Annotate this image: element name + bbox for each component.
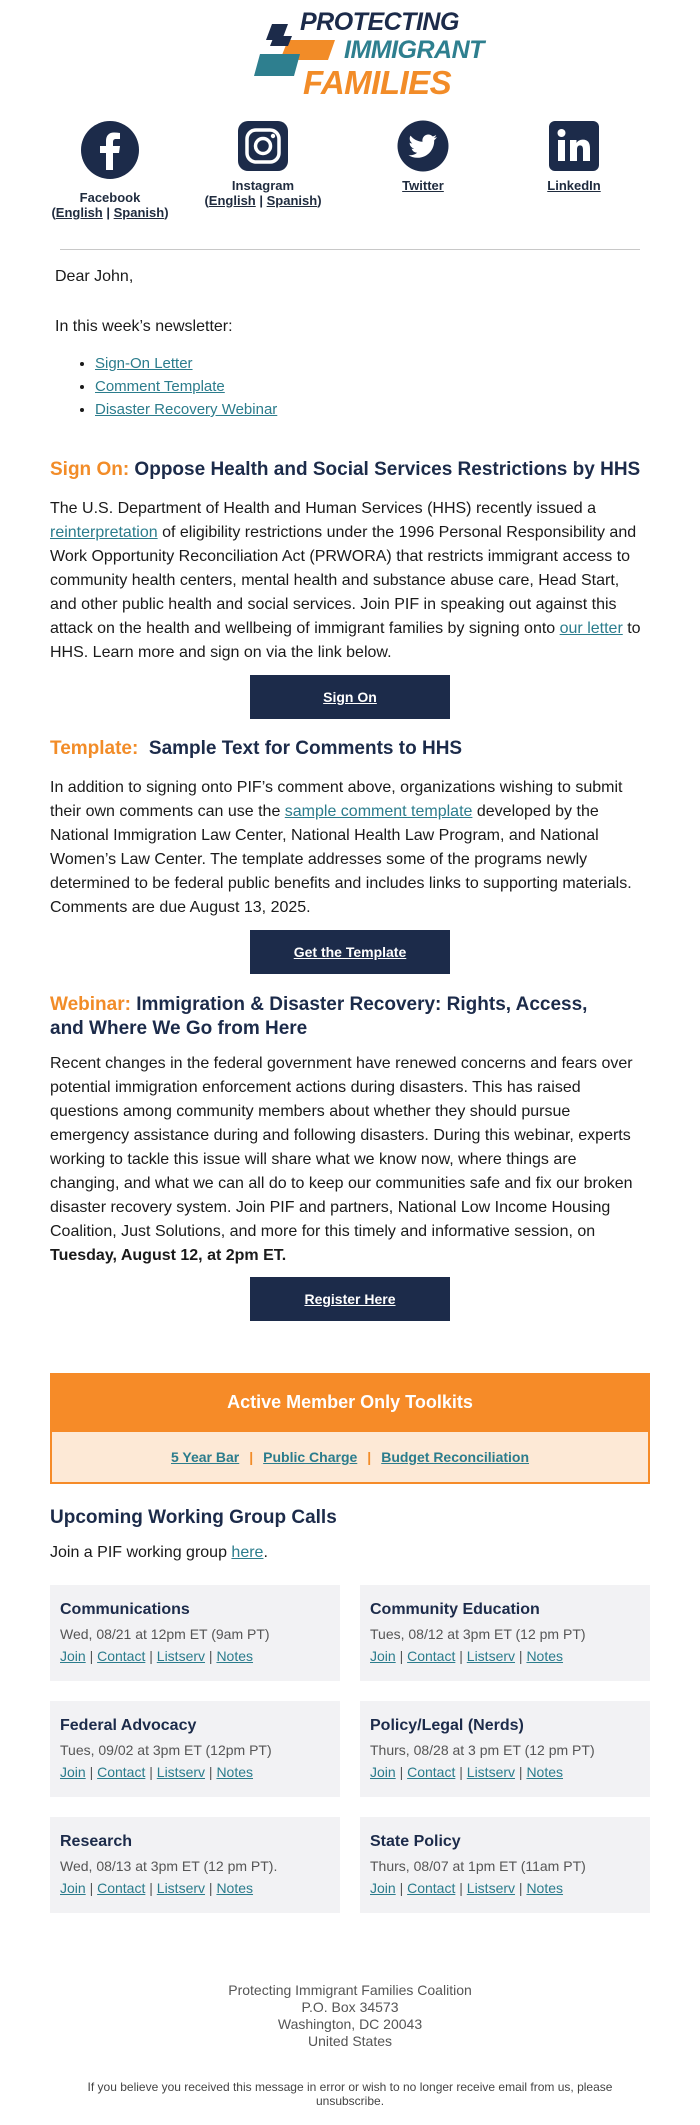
instagram-paren-open: ( bbox=[204, 193, 209, 208]
social-twitter bbox=[353, 120, 493, 193]
toolkit-link-budget-reconciliation[interactable]: Budget Reconciliation bbox=[381, 1449, 530, 1465]
wg-sep: | bbox=[515, 1880, 527, 1896]
facebook-sep: | bbox=[102, 205, 114, 220]
toolkit-link-5-year-bar[interactable]: 5 Year Bar bbox=[170, 1449, 240, 1465]
signon-title: Oppose Health and Social Services Restrictions by HHS bbox=[129, 459, 641, 480]
wg-sep: | bbox=[515, 1648, 527, 1664]
reinterpretation-link[interactable]: reinterpretation bbox=[50, 524, 158, 541]
wg-card-time: Tues, 08/12 at 3pm ET (12 pm PT) bbox=[370, 1626, 586, 1642]
logo-line-protecting: PROTECTING bbox=[300, 8, 459, 36]
template-title: Sample Text for Comments to HHS bbox=[138, 738, 463, 759]
unsubscribe-note bbox=[80, 2080, 620, 2108]
toolkit-sep: | bbox=[367, 1449, 372, 1465]
linkedin-icon[interactable] bbox=[548, 120, 600, 172]
webinar-heading bbox=[50, 993, 610, 1041]
wg-sep: | bbox=[85, 1880, 98, 1896]
toolkit-sep: | bbox=[249, 1449, 254, 1465]
wg-join-text: Join a PIF working group bbox=[50, 1544, 232, 1561]
twitter-icon[interactable] bbox=[397, 120, 449, 172]
webinar-date: Tuesday, August 12, at 2pm ET. bbox=[50, 1247, 287, 1264]
social-links bbox=[40, 120, 660, 230]
pif-logo bbox=[230, 8, 484, 108]
wg-notes-link[interactable]: Notes bbox=[526, 1764, 564, 1780]
wg-card-research bbox=[50, 1817, 340, 1913]
wg-join-link[interactable]: Join bbox=[370, 1764, 396, 1780]
wg-notes-link[interactable]: Notes bbox=[216, 1648, 254, 1664]
wg-listserv-link[interactable]: Listserv bbox=[466, 1764, 516, 1780]
wg-card-time: Wed, 08/13 at 3pm ET (12 pm PT). bbox=[60, 1858, 278, 1874]
toc-link-webinar[interactable]: Disaster Recovery Webinar bbox=[95, 401, 278, 418]
signon-heading bbox=[50, 458, 650, 482]
wg-sep: | bbox=[515, 1764, 527, 1780]
facebook-icon[interactable] bbox=[80, 120, 140, 180]
toc-item bbox=[95, 352, 277, 375]
wg-listserv-link[interactable]: Listserv bbox=[466, 1880, 516, 1896]
instagram-label: Instagram bbox=[231, 178, 295, 193]
wg-sep: | bbox=[85, 1764, 98, 1780]
wg-notes-link[interactable]: Notes bbox=[216, 1764, 254, 1780]
wg-sep: | bbox=[205, 1764, 217, 1780]
toolkit-link-public-charge[interactable]: Public Charge bbox=[263, 1449, 358, 1465]
signon-text-1: The U.S. Department of Health and Human Services (HHS) recently issued a bbox=[50, 500, 597, 517]
wg-card-name: Federal Advocacy bbox=[60, 1717, 197, 1734]
wg-card-time: Thurs, 08/28 at 3 pm ET (12 pm PT) bbox=[370, 1742, 595, 1758]
webinar-body bbox=[50, 1052, 650, 1268]
template-body bbox=[50, 776, 650, 920]
wg-sep: | bbox=[145, 1648, 157, 1664]
unsubscribe-link[interactable]: unsubscribe bbox=[315, 2094, 381, 2108]
instagram-icon[interactable] bbox=[237, 120, 289, 172]
wg-notes-link[interactable]: Notes bbox=[526, 1648, 564, 1664]
template-text-1: In addition to signing onto PIF’s comment above, organizations wishing to submit their own comments can use the bbox=[50, 779, 623, 820]
greeting: Dear John, bbox=[55, 268, 134, 285]
instagram-spanish-link[interactable]: Spanish bbox=[266, 193, 318, 208]
toc-item bbox=[95, 398, 277, 421]
wg-sep: | bbox=[455, 1648, 467, 1664]
webinar-keyword: Webinar: bbox=[50, 994, 131, 1015]
wg-sep: | bbox=[395, 1648, 408, 1664]
our-letter-link[interactable]: our letter bbox=[559, 620, 623, 637]
wg-notes-link[interactable]: Notes bbox=[216, 1880, 254, 1896]
signon-text-3: to HHS. Learn more and sign on via the link below. bbox=[50, 620, 641, 661]
template-keyword: Template: bbox=[50, 738, 139, 759]
wg-contact-link[interactable]: Contact bbox=[97, 1880, 146, 1896]
unsubscribe-prefix: If you believe you received this message in error or wish to no longer receive email from us, please bbox=[87, 2080, 613, 2094]
toolkits-header: Active Member Only Toolkits bbox=[50, 1373, 650, 1432]
wg-sep: | bbox=[455, 1764, 467, 1780]
sign-on-button[interactable]: Sign On bbox=[250, 675, 450, 719]
wg-join-link[interactable]: Join bbox=[370, 1880, 396, 1896]
wg-card-links bbox=[370, 1648, 563, 1664]
wg-listserv-link[interactable]: Listserv bbox=[156, 1764, 206, 1780]
wg-card-time: Thurs, 08/07 at 1pm ET (11am PT) bbox=[370, 1858, 586, 1874]
wg-notes-link[interactable]: Notes bbox=[526, 1880, 564, 1896]
wg-sep: | bbox=[145, 1880, 157, 1896]
footer-address bbox=[0, 1982, 700, 2050]
toc-link-template[interactable]: Comment Template bbox=[95, 378, 225, 395]
wg-card-name: Communications bbox=[60, 1601, 190, 1618]
wg-card-policy-legal bbox=[360, 1701, 650, 1797]
wg-card-name: Research bbox=[60, 1833, 133, 1850]
wg-card-links bbox=[370, 1764, 563, 1780]
toc-item bbox=[95, 375, 277, 398]
social-facebook bbox=[40, 120, 180, 220]
wg-contact-link[interactable]: Contact bbox=[97, 1764, 146, 1780]
wg-card-name: State Policy bbox=[370, 1833, 461, 1850]
wg-sep: | bbox=[395, 1880, 408, 1896]
facebook-english-link[interactable]: English bbox=[55, 205, 103, 220]
social-linkedin bbox=[504, 120, 644, 193]
working-groups-title: Upcoming Working Group Calls bbox=[50, 1507, 337, 1528]
wg-contact-link[interactable]: Contact bbox=[407, 1880, 456, 1896]
toolkits-links bbox=[50, 1432, 650, 1484]
wg-sep: | bbox=[85, 1648, 98, 1664]
table-of-contents bbox=[55, 352, 277, 421]
footer-box: P.O. Box 34573 bbox=[301, 1999, 399, 2015]
wg-sep: | bbox=[395, 1764, 408, 1780]
wg-card-time: Wed, 08/21 at 12pm ET (9am PT) bbox=[60, 1626, 270, 1642]
wg-card-links bbox=[60, 1764, 253, 1780]
webinar-text-1: Recent changes in the federal government have renewed concerns and fears over potential immigration enforcement actions during disasters. This has raised questions among community members about whether they should pursue emergency assistance during and following disasters. During this webinar, experts working to tackle this issue will share what we know now, where things are changing, and what we can all do to keep our communities safe and fix our broken disaster recovery system. Join PIF and partners, National Low Income Housing Coalition, Just Solutions, and more for this timely and informative session, on bbox=[50, 1055, 633, 1240]
wg-join-link[interactable]: Join bbox=[60, 1764, 86, 1780]
wg-card-time: Tues, 09/02 at 3pm ET (12pm PT) bbox=[60, 1742, 272, 1758]
footer-city: Washington, DC 20043 bbox=[277, 2016, 423, 2032]
wg-listserv-link[interactable]: Listserv bbox=[156, 1648, 206, 1664]
wg-card-communications bbox=[50, 1585, 340, 1681]
header-divider bbox=[60, 249, 640, 250]
template-heading bbox=[50, 737, 650, 761]
logo-line-immigrant: IMMIGRANT bbox=[344, 36, 484, 64]
facebook-paren-open: ( bbox=[51, 205, 56, 220]
instagram-english-link[interactable]: English bbox=[208, 193, 256, 208]
wg-card-state-policy bbox=[360, 1817, 650, 1913]
facebook-paren-close: ) bbox=[164, 205, 169, 220]
wg-listserv-link[interactable]: Listserv bbox=[156, 1880, 206, 1896]
wg-sep: | bbox=[205, 1648, 217, 1664]
linkedin-link[interactable]: LinkedIn bbox=[547, 178, 601, 193]
wg-join-link[interactable]: Join bbox=[60, 1880, 86, 1896]
wg-join-link[interactable]: Join bbox=[60, 1648, 86, 1664]
unsubscribe-suffix: . bbox=[380, 2094, 385, 2108]
social-instagram bbox=[193, 120, 333, 208]
wg-card-name: Community Education bbox=[370, 1601, 540, 1618]
twitter-link[interactable]: Twitter bbox=[402, 178, 444, 193]
wg-sep: | bbox=[455, 1880, 467, 1896]
wg-sep: | bbox=[205, 1880, 217, 1896]
wg-sep: | bbox=[145, 1764, 157, 1780]
wg-contact-link[interactable]: Contact bbox=[407, 1648, 456, 1664]
facebook-label: Facebook bbox=[79, 190, 141, 205]
wg-listserv-link[interactable]: Listserv bbox=[466, 1648, 516, 1664]
wg-card-community-education bbox=[360, 1585, 650, 1681]
template-text-2: developed by the National Immigration Law Center, National Health Law Program, and National Women’s Law Center. The template addresses some of the programs newly determined to be federal public benefits and includes links to supporting materials. Comments are due August 13, 2025. bbox=[50, 803, 632, 916]
instagram-paren-close: ) bbox=[317, 193, 322, 208]
wg-card-links bbox=[60, 1648, 253, 1664]
footer-country: United States bbox=[307, 2033, 393, 2049]
wg-card-federal-advocacy bbox=[50, 1701, 340, 1797]
wg-contact-link[interactable]: Contact bbox=[407, 1764, 456, 1780]
wg-join-end: . bbox=[263, 1544, 268, 1561]
wg-join-link[interactable]: Join bbox=[370, 1648, 396, 1664]
register-button[interactable]: Register Here bbox=[250, 1277, 450, 1321]
signon-text-2: of eligibility restrictions under the 1996 Personal Responsibility and Work Opportunity Reconciliation Act (PRWORA) that restricts immigrant access to community health centers, mental health and substance abuse care, Head Start, and other public health and social services. Join PIF in speaking out against this attack on the health and wellbeing of immigrant families by signing onto bbox=[50, 524, 637, 637]
signon-keyword: Sign On: bbox=[50, 459, 130, 480]
wg-card-links bbox=[370, 1880, 563, 1896]
signon-body bbox=[50, 497, 650, 665]
sample-comment-template-link[interactable]: sample comment template bbox=[284, 803, 473, 820]
logo-line-families: FAMILIES bbox=[303, 64, 452, 101]
wg-contact-link[interactable]: Contact bbox=[97, 1648, 146, 1664]
facebook-spanish-link[interactable]: Spanish bbox=[113, 205, 165, 220]
get-template-button[interactable]: Get the Template bbox=[250, 930, 450, 974]
newsletter-intro: In this week’s newsletter: bbox=[55, 318, 233, 335]
instagram-sep: | bbox=[255, 193, 267, 208]
wg-card-links bbox=[60, 1880, 253, 1896]
wg-join-here-link[interactable]: here bbox=[231, 1544, 264, 1561]
footer-org: Protecting Immigrant Families Coalition bbox=[228, 1982, 472, 1998]
working-groups-join bbox=[50, 1544, 268, 1562]
webinar-title: Immigration & Disaster Recovery: Rights, Access, and Where We Go from Here bbox=[50, 994, 588, 1039]
toc-link-signon[interactable]: Sign-On Letter bbox=[95, 355, 193, 372]
wg-card-name: Policy/Legal (Nerds) bbox=[370, 1717, 524, 1734]
